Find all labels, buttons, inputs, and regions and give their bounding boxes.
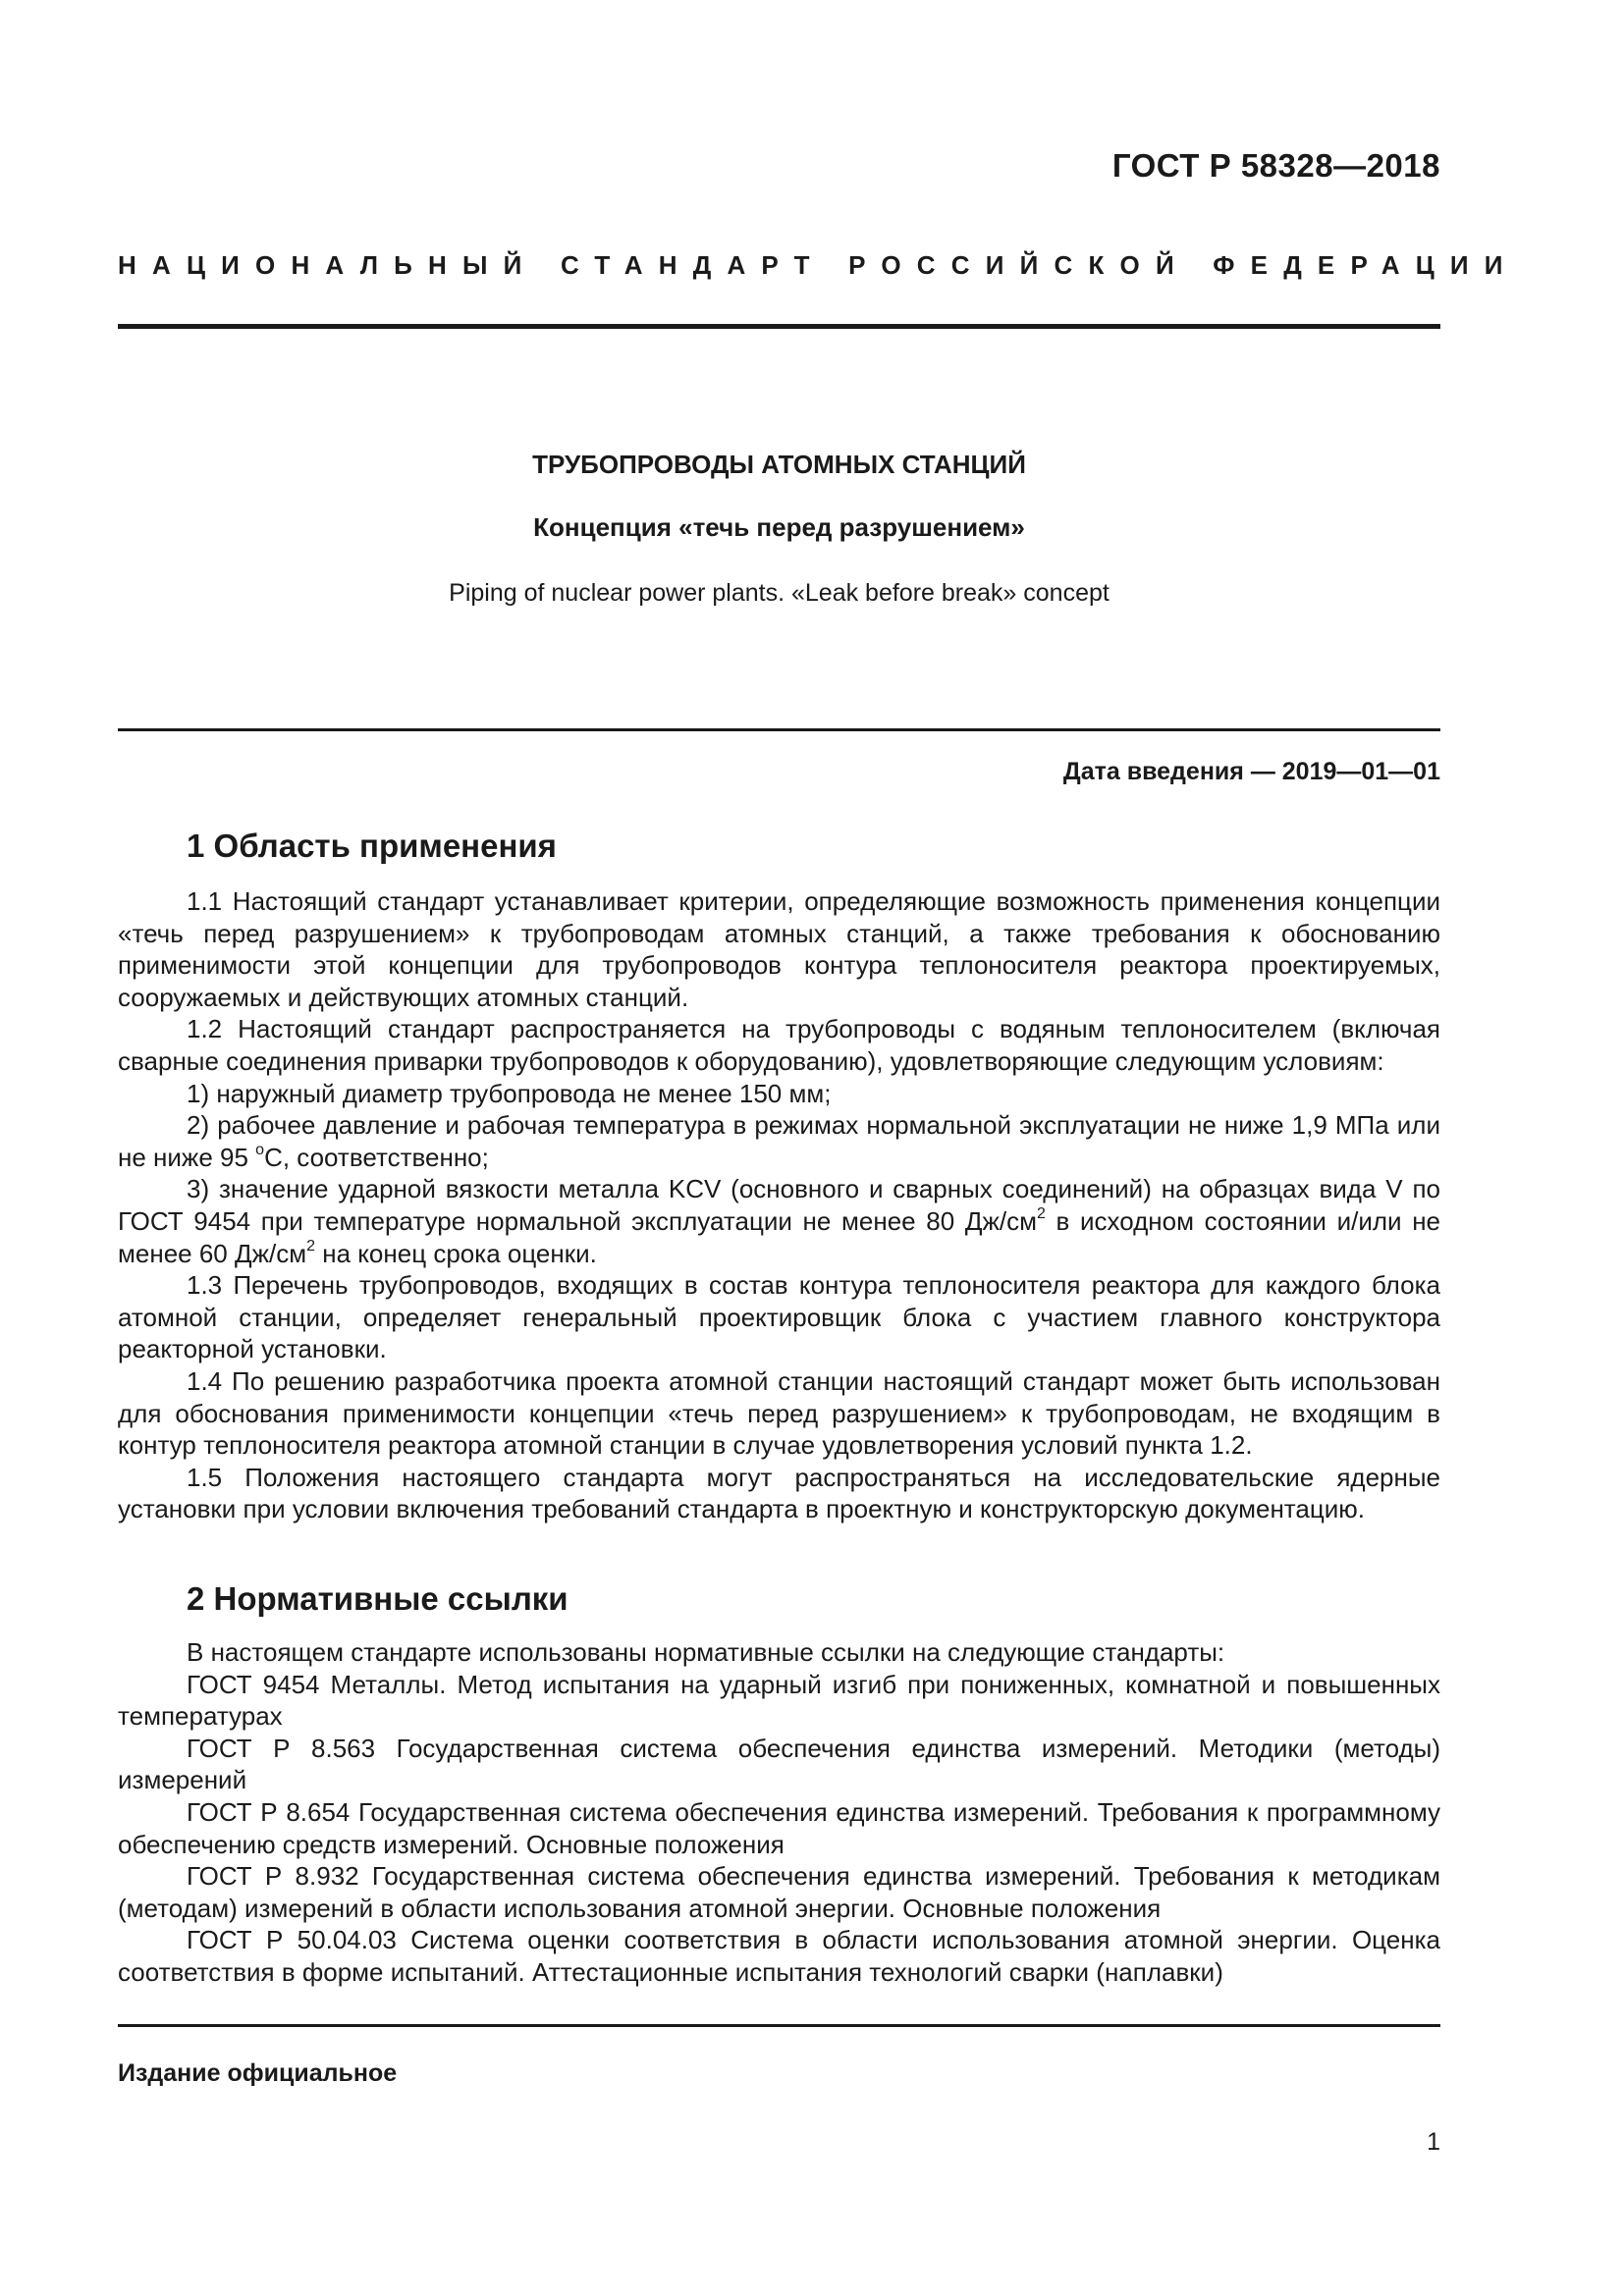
clause-1-3: 1.3 Перечень трубопроводов, входящих в состав контура теплоносителя реактора для каждого блока атомной станции, определяет генеральный проектировщик блока с участием главного конструктора реакторной установки. [118, 1270, 1440, 1364]
section-1-body [118, 885, 1440, 1525]
document-title-english: Piping of nuclear power plants. «Leak before break» concept [449, 579, 1110, 607]
document-subtitle: Концепция «течь перед разрушением» [533, 512, 1025, 542]
section-2-body [118, 1636, 1440, 1989]
condition-2 [118, 1109, 1440, 1173]
condition-3-text-a: 3) значение ударной вязкости металла KCV (основного и сварных соединений) на образцах вида V по ГОСТ 9454 при температуре нормальной эксплуатации не менее 80 Дж/см [118, 1174, 1440, 1236]
section-2-heading: 2 Нормативные ссылки [187, 1580, 568, 1617]
condition-3-text-b: в исходном состоянии и/или не менее 60 Дж/см [118, 1205, 1441, 1268]
clause-1-2: 1.2 Настоящий стандарт распространяется на трубопроводы с водяным теплоносителем (включая сварные соединения приварки трубопроводов к оборудованию), удовлетворяющие следующим условиям: [118, 1014, 1440, 1076]
document-title: ТРУБОПРОВОДЫ АТОМНЫХ СТАНЦИЙ [532, 450, 1026, 479]
standard-number: ГОСТ Р 58328—2018 [1111, 147, 1440, 184]
official-edition-label: Издание официальное [118, 2059, 398, 2087]
clause-1-1: 1.1 Настоящий стандарт устанавливает критерии, определяющие возможность применения концепции «течь перед разрушением» к трубопроводам атомных станций, а также требования к обоснованию применимости этой концепции для трубопроводов контура теплоносителя реактора проектируемых, сооружаемых и действующих атомных станций. [118, 886, 1440, 1012]
condition-3 [118, 1173, 1440, 1269]
introduction-date: Дата введения — 2019—01—01 [1062, 758, 1440, 785]
references-intro: В настоящем стандарте использованы нормативные ссылки на следующие стандарты: [187, 1637, 1225, 1667]
degree-superscript: о [255, 1142, 265, 1159]
reference-item: ГОСТ Р 8.932 Государственная система обеспечения единства измерений. Требования к методикам (методам) измерений в области использования атомной энергии. Основные положения [118, 1861, 1440, 1923]
condition-2-text-a: 2) рабочее давление и рабочая температура в режимах нормальной эксплуатации не ниже 1,9 МПа или не ниже 95 [118, 1110, 1440, 1172]
reference-item: ГОСТ Р 8.654 Государственная система обеспечения единства измерений. Требования к программному обеспечению средств измерений. Основные положения [118, 1796, 1440, 1859]
header-divider [118, 324, 1440, 329]
page-number: 1 [1427, 2128, 1440, 2156]
national-standard-header: НАЦИОНАЛЬНЫЙ СТАНДАРТ РОССИЙСКОЙ ФЕДЕРАЦИИ [118, 250, 1519, 280]
clause-1-4: 1.4 По решению разработчика проекта атомной станции настоящий стандарт может быть использован для обоснования применимости концепции «течь перед разрушением» к трубопроводам, не входящим в контур теплоносителя реактора атомной станции в случае удовлетворения условий пункта 1.2. [118, 1365, 1440, 1461]
squared-superscript: 2 [1036, 1205, 1046, 1223]
title-divider [118, 728, 1440, 731]
reference-item: ГОСТ 9454 Металлы. Метод испытания на ударный изгиб при пониженных, комнатной и повышенных температурах [118, 1669, 1440, 1732]
section-1-heading: 1 Область применения [187, 828, 557, 864]
condition-2-text-b: С, соответственно; [264, 1142, 489, 1172]
condition-3-text-c: на конец срока оценки. [315, 1238, 597, 1268]
condition-1: 1) наружный диаметр трубопровода не менее 150 мм; [187, 1078, 832, 1108]
footer-divider [118, 2024, 1440, 2027]
reference-item: ГОСТ Р 8.563 Государственная система обеспечения единства измерений. Методики (методы) измерений [118, 1733, 1440, 1795]
squared-superscript: 2 [306, 1237, 315, 1255]
reference-item: ГОСТ Р 50.04.03 Система оценки соответствия в области использования атомной энергии. Оценка соответствия в форме испытаний. Аттестационные испытания технологий сварки (наплавки) [118, 1925, 1440, 1987]
clause-1-5: 1.5 Положения настоящего стандарта могут распространяться на исследовательские ядерные установки при условии включения требований стандарта в проектную и конструкторскую документацию. [118, 1462, 1440, 1524]
